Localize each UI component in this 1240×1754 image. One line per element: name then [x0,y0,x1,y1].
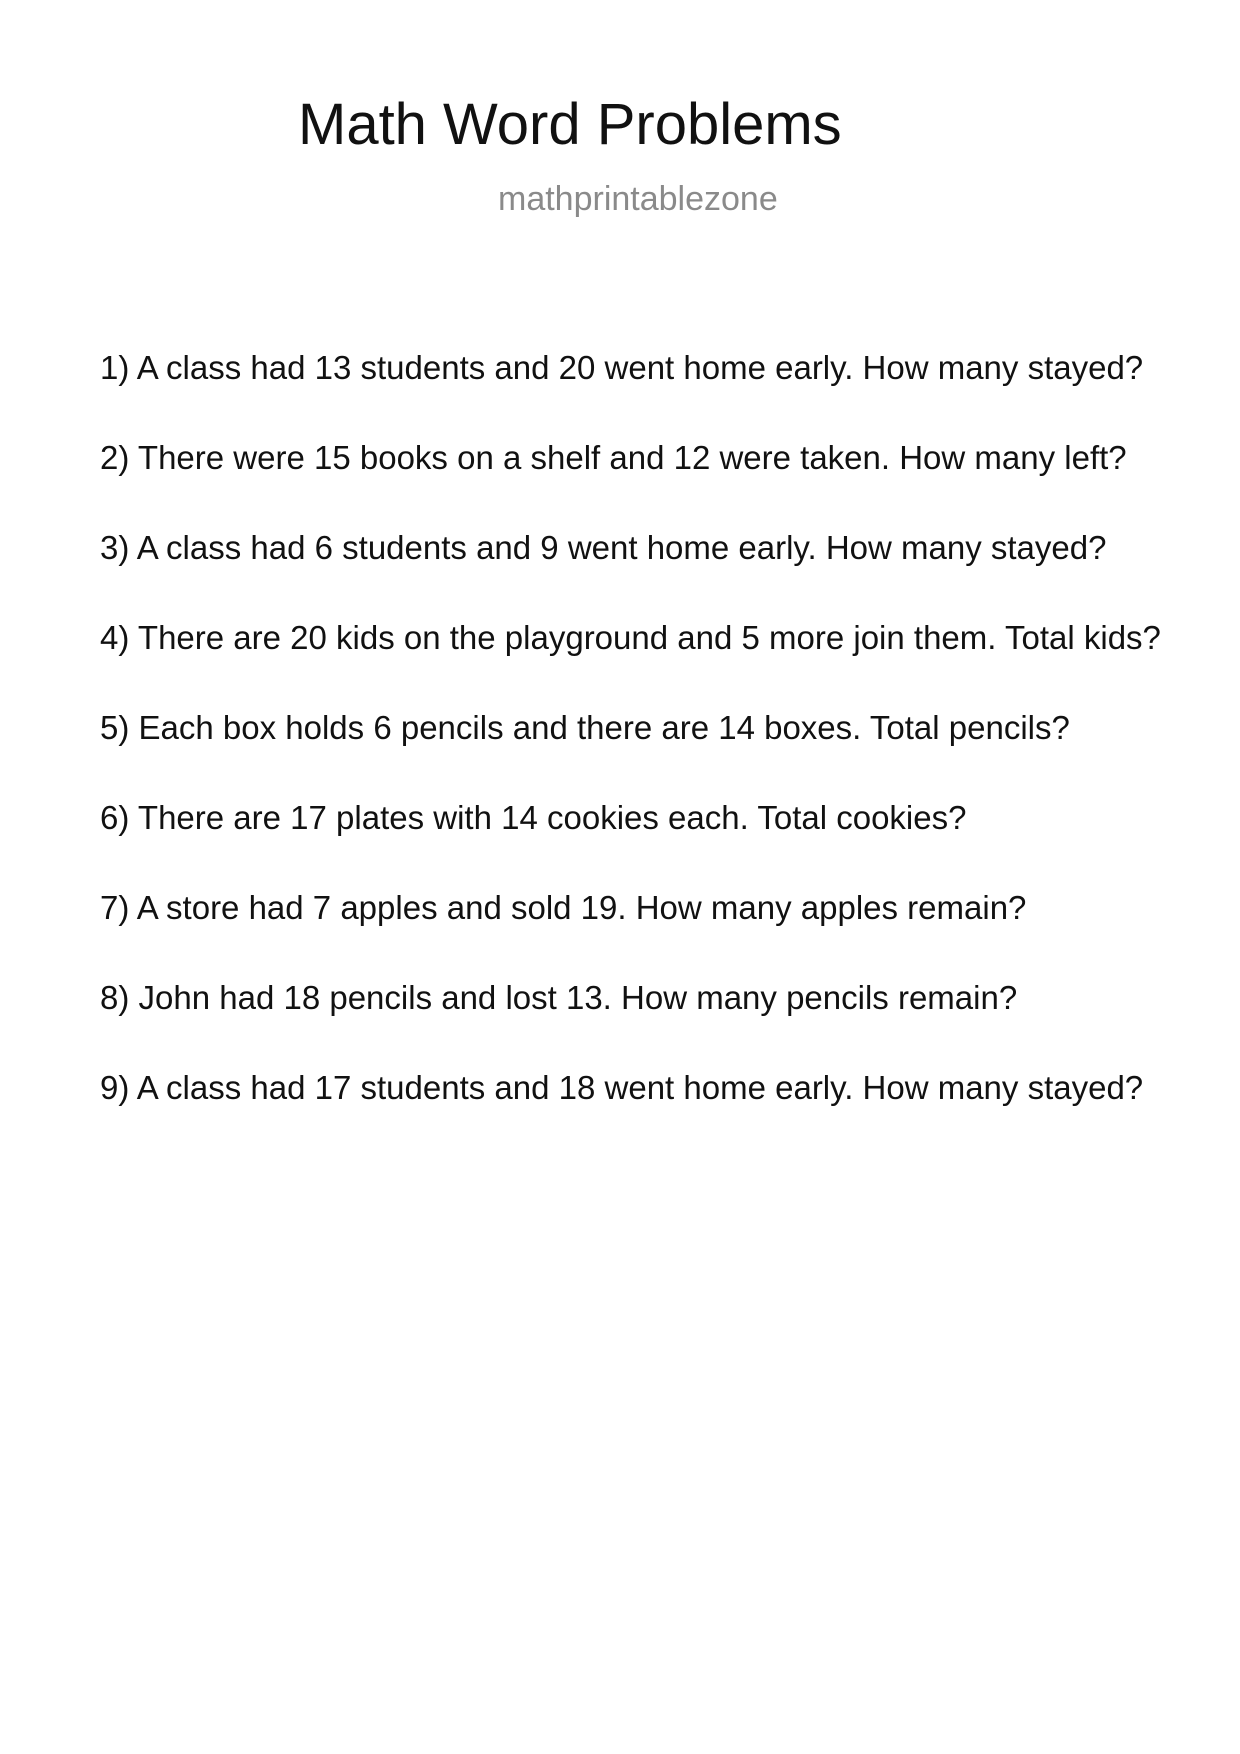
problem-item: 7) A store had 7 apples and sold 19. How many apples remain? [100,889,1027,926]
worksheet-title: Math Word Problems [298,92,842,157]
problem-item: 1) A class had 13 students and 20 went home early. How many stayed? [100,349,1144,386]
problem-item: 8) John had 18 pencils and lost 13. How many pencils remain? [100,979,1018,1016]
problem-item: 2) There were 15 books on a shelf and 12 were taken. How many left? [100,439,1127,476]
problem-item: 5) Each box holds 6 pencils and there are 14 boxes. Total pencils? [100,709,1070,746]
problem-item: 3) A class had 6 students and 9 went home early. How many stayed? [100,529,1107,566]
worksheet-source: mathprintablezone [498,180,778,218]
problem-item: 4) There are 20 kids on the playground and 5 more join them. Total kids? [100,619,1161,656]
problem-list [100,348,1161,1158]
problem-item: 9) A class had 17 students and 18 went home early. How many stayed? [100,1069,1144,1106]
problem-item: 6) There are 17 plates with 14 cookies each. Total cookies? [100,799,967,836]
